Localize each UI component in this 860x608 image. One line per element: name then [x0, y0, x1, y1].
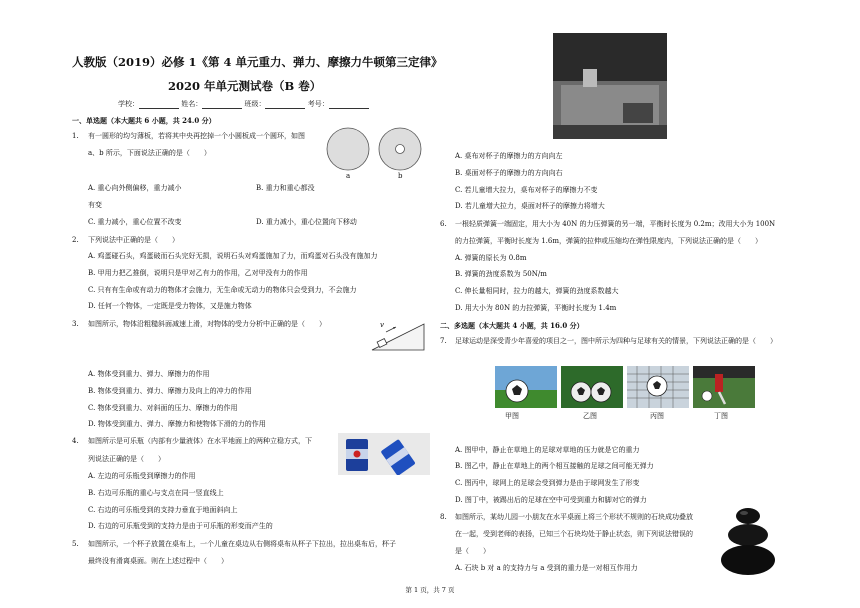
q6-option-d: D. 用大小为 80N 的力拉弹簧，平衡时长度为 1.4m	[455, 304, 617, 312]
q1-fig-label-a: a	[346, 172, 351, 180]
q7-label-ding: 丁图	[714, 412, 728, 420]
q1-stem-line2: a、b 所示，下面说法正确的是（ ）	[88, 149, 211, 157]
q1-option-b: B. 重力和重心都没	[256, 184, 315, 192]
q1-option-d: D. 重力减小，重心位置向下移动	[256, 218, 357, 226]
q5-option-b: B. 桌面对杯子的摩擦力的方向向右	[455, 169, 563, 177]
q7-label-yi: 乙图	[583, 412, 597, 420]
q3-option-c: C. 物体受到重力、对斜面的压力、摩擦力的作用	[88, 404, 238, 412]
q4-stem-line2: 列说法正确的是（ ）	[88, 455, 165, 463]
q1-number: 1.	[72, 132, 79, 140]
q5-stem-line2: 最终没有滑离桌面。则在上述过程中（ ）	[88, 557, 228, 565]
q2-option-a: A. 鸡蛋碰石头，鸡蛋破而石头完好无损，说明石头对鸡蛋施加了力，而鸡蛋对石头没有施加力	[88, 252, 378, 260]
q3-stem: 如图所示，物体沿粗糙斜面减速上滑，对物体的受力分析中正确的是（ ）	[88, 320, 326, 328]
q7-option-b: B. 图乙中，静止在草地上的两个相互接触的足球之间可能无弹力	[455, 462, 654, 470]
q7-photo-ding	[693, 366, 755, 408]
q2-option-d: D. 任何一个物体，一定既是受力物体，又是施力物体	[88, 302, 252, 310]
q4-option-b: B. 右边可乐瓶的重心与支点在同一竖直线上	[88, 489, 224, 497]
q4-option-c: C. 右边的可乐瓶受到的支持力垂直于地面斜向上	[88, 506, 238, 514]
q2-option-c: C. 只有有生命或有动力的物体才会施力，无生命或无动力的物体只会受到力，不会施力	[88, 286, 357, 294]
q7-label-jia: 甲图	[505, 412, 519, 420]
q7-option-d: D. 图丁中，被踢出后的足球在空中可受到重力和脚对它的弹力	[455, 496, 647, 504]
class-blank	[265, 101, 305, 109]
q3-option-d: D. 物体受到重力、弹力、摩擦力和使物体下滑的力的作用	[88, 420, 266, 428]
q4-cola-can-photo	[338, 433, 430, 475]
q7-label-bing: 丙图	[650, 412, 664, 420]
q4-option-a: A. 左边的可乐瓶受到摩擦力的作用	[88, 472, 196, 480]
exam-title-line2: 2020 年单元测试卷（B 卷）	[168, 79, 322, 93]
name-label: 姓名：	[181, 100, 203, 108]
q6-option-b: B. 弹簧的劲度系数为 50N/m	[455, 270, 547, 278]
class-label: 班级：	[244, 100, 266, 108]
q3-option-b: B. 物体受到重力、弹力、摩擦力及向上的冲力的作用	[88, 387, 252, 395]
q6-stem-line2: 的力拉弹簧，平衡时长度为 1.6m，弹簧的拉伸或压缩均在弹性限度内，下列说法正确的是（ ）	[455, 237, 762, 245]
q2-stem: 下列说法中正确的是（ ）	[88, 236, 179, 244]
q4-stem-line1: 如图所示是可乐瓶（内部有少量液体）在水平地面上的两种立稳方式，下	[88, 437, 312, 445]
q7-option-c: C. 图丙中，球网上的足球会受到弹力是由于球网发生了形变	[455, 479, 640, 487]
q6-stem-line1: 一根轻质弹簧一端固定，用大小为 40N 的力压弹簧的另一端，平衡时长度为 0.2m；改用大小为 100N	[455, 220, 776, 228]
school-blank	[139, 101, 179, 109]
exam-no-blank	[329, 101, 369, 109]
q3-velocity-label: v	[380, 321, 384, 329]
student-info-row	[118, 100, 369, 109]
q7-number: 7.	[440, 337, 447, 345]
page-footer: 第 1 页，共 7 页	[405, 586, 455, 594]
q7-photo-bing	[627, 366, 689, 408]
q6-number: 6.	[440, 220, 447, 228]
q2-number: 2.	[72, 236, 79, 244]
q3-number: 3.	[72, 320, 79, 328]
q1-fig-label-b: b	[398, 172, 403, 180]
q5-option-a: A. 桌布对杯子的摩擦力的方向向左	[455, 152, 563, 160]
q2-option-b: B. 甲用力把乙推倒，说明只是甲对乙有力的作用，乙对甲没有力的作用	[88, 269, 308, 277]
q8-number: 8.	[440, 513, 447, 521]
q1-option-a-cont: 有变	[88, 201, 102, 209]
q3-incline-figure	[368, 318, 428, 352]
q1-disk-figure	[326, 125, 436, 185]
exam-title-line1: 人教版（2019）必修 1《第 4 单元重力、弹力、摩擦力牛顿第三定律》	[72, 55, 443, 69]
q4-number: 4.	[72, 437, 79, 445]
q8-stem-line1: 如图所示，某幼儿园一小朋友在水平桌面上将三个形状不规则的石块成功叠放	[455, 513, 693, 521]
q7-option-a: A. 图甲中，静止在草地上的足球对草地的压力就是它的重力	[455, 446, 640, 454]
q7-photo-yi	[561, 366, 623, 408]
exam-no-label: 考号：	[307, 100, 329, 108]
q1-stem-line1: 有一圆形的均匀薄板，若将其中央再挖掉一个小圆板成一个圆环，如图	[88, 132, 305, 140]
q5-stem-line1: 如图所示，一个杯子放置在桌布上，一个儿童在桌边从右侧将桌布从杯子下拉出，拉出桌布后，杯子	[88, 540, 396, 548]
q1-option-a: A. 重心向外侧偏移，重力减小	[88, 184, 182, 192]
q5-number: 5.	[72, 540, 79, 548]
q1-option-c: C. 重力减小，重心位置不改变	[88, 218, 182, 226]
q5-option-d: D. 若儿童增大拉力，桌面对杯子的摩擦力将增大	[455, 202, 605, 210]
school-label: 学校：	[118, 100, 139, 108]
q5-tablecloth-photo	[553, 33, 667, 139]
q7-stem: 足球运动是深受青少年喜爱的项目之一，图中所示为四种与足球有关的情景，下列说法正确的是（ ）	[455, 337, 777, 345]
q8-option-a: A. 石块 b 对 a 的支持力与 a 受到的重力是一对相互作用力	[455, 564, 638, 572]
q4-option-d: D. 右边的可乐瓶受到的支持力是由于可乐瓶的形变而产生的	[88, 522, 273, 530]
q8-stem-line2: 在一起，受到老师的表扬，已知三个石块均处于静止状态，则下列说法错误的	[455, 530, 693, 538]
q7-photo-jia	[495, 366, 557, 408]
section1-title: 一、单选题（本大题共 6 小题，共 24.0 分）	[72, 116, 216, 125]
q8-stacked-stones-photo	[718, 505, 778, 585]
q6-option-a: A. 弹簧的原长为 0.8m	[455, 254, 527, 262]
q8-stem-line3: 是（ ）	[455, 547, 490, 555]
name-blank	[202, 101, 242, 109]
section2-title: 二、多选题（本大题共 4 小题，共 16.0 分）	[440, 321, 584, 330]
q5-option-c: C. 若儿童增大拉力，桌布对杯子的摩擦力不变	[455, 186, 598, 194]
q6-option-c: C. 伸长量相同时，拉力的越大，弹簧的劲度系数越大	[455, 287, 619, 295]
q3-option-a: A. 物体受到重力、弹力、摩擦力的作用	[88, 370, 210, 378]
